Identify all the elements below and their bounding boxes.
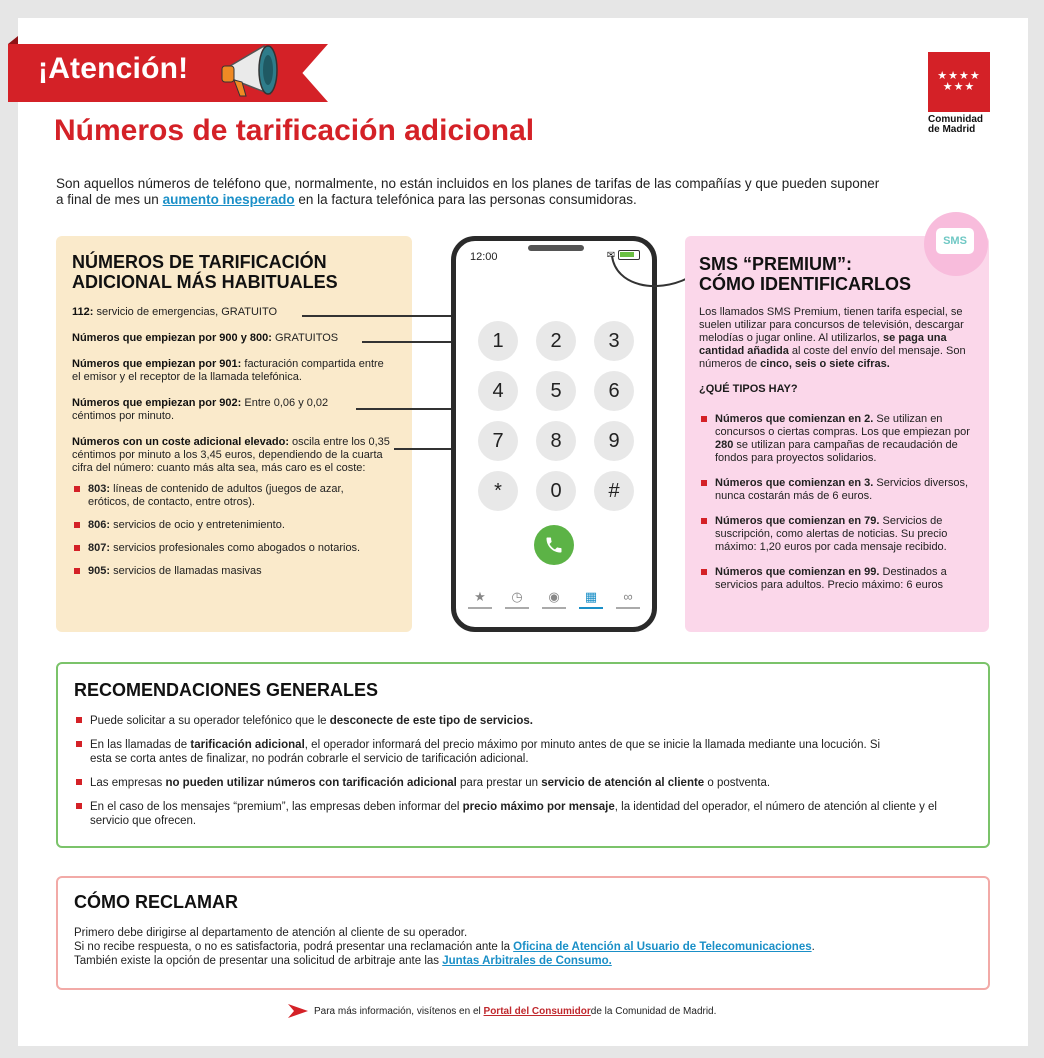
- list-item: Puede solicitar a su operador telefónico que le desconecte de este tipo de servicios.: [74, 714, 972, 728]
- sms-label: SMS: [936, 228, 974, 254]
- list-item: En el caso de los mensajes “premium”, las empresas deben informar del precio máximo por mensaje, la identidad del operador, el número de atención al cliente y el servicio que ofrecen.: [74, 800, 954, 828]
- key-5: 5: [536, 371, 576, 411]
- list-item: 807: servicios profesionales como abogados o notarios.: [72, 542, 396, 555]
- number-item: Números que empiezan por 901: facturación compartida entre el emisor y el receptor de la llamada telefónica.: [72, 358, 384, 383]
- sms-premium-panel: [685, 236, 989, 632]
- recommendations-list: [74, 714, 972, 828]
- number-item: Números que empiezan por 902: Entre 0,06 y 0,02 céntimos por minuto.: [72, 397, 329, 422]
- recommendations-box: [56, 662, 990, 848]
- list-item: Números que comienzan en 3. Servicios diversos, nunca costarán más de 6 euros.: [699, 477, 975, 503]
- contact-icon: ◉: [542, 589, 566, 609]
- key-8: 8: [536, 421, 576, 461]
- star-icon: ★: [468, 589, 492, 609]
- logo-line2: de Madrid: [928, 124, 976, 135]
- key-0: 0: [536, 471, 576, 511]
- claim-heading: CÓMO RECLAMAR: [74, 892, 238, 912]
- sms-types-list: [699, 413, 975, 592]
- phone-time: 12:00: [470, 251, 498, 263]
- key-hash: #: [594, 471, 634, 511]
- phone-nav-bar: [468, 589, 640, 609]
- arbitration-boards-link[interactable]: Juntas Arbitrales de Consumo.: [442, 955, 612, 967]
- comunidad-madrid-logo: [928, 52, 992, 135]
- megaphone-icon: [212, 32, 292, 112]
- sms-connector: [606, 246, 696, 306]
- unexpected-increase-link[interactable]: aumento inesperado: [162, 192, 295, 207]
- intro-paragraph: Son aquellos números de teléfono que, normalmente, no están incluidos en los planes de tarifas de las compañías y que pueden suponer a final de mes un aumento inesperado en la factura telefónica para las personas consumidoras.: [56, 176, 880, 207]
- logo-stars: ★★★★: [937, 70, 981, 82]
- premium-prefix-list: [72, 483, 396, 578]
- mail-icon: ✉: [606, 250, 616, 261]
- infographic-page: [18, 18, 1028, 1046]
- banner-text: ¡Atención!: [38, 52, 189, 85]
- consumer-portal-link[interactable]: Portal del Consumidor: [483, 1005, 591, 1017]
- key-star: *: [478, 471, 518, 511]
- connector-line: [362, 341, 456, 343]
- sms-premium-heading: SMS “PREMIUM”: CÓMO IDENTIFICARLOS: [699, 254, 911, 294]
- telecom-office-link[interactable]: Oficina de Atención al Usuario de Telecomunicaciones: [513, 941, 812, 953]
- page-title: Números de tarificación adicional: [54, 114, 535, 147]
- footer: Para más información, visítenos en el Portal del Consumidor de la Comunidad de Madrid.: [288, 1004, 716, 1018]
- list-item: Las empresas no pueden utilizar números con tarificación adicional para prestar un servicio de atención al cliente o postventa.: [74, 776, 972, 790]
- key-9: 9: [594, 421, 634, 461]
- keypad-icon: ▦: [579, 589, 603, 609]
- key-6: 6: [594, 371, 634, 411]
- key-3: 3: [594, 321, 634, 361]
- attention-banner: [8, 44, 328, 102]
- list-item: 806: servicios de ocio y entretenimiento.: [72, 519, 396, 532]
- list-item: 905: servicios de llamadas masivas: [72, 565, 396, 578]
- logo-stars-row2: ★★★: [942, 81, 976, 93]
- key-2: 2: [536, 321, 576, 361]
- sms-description: Los llamados SMS Premium, tienen tarifa especial, se suelen utilizar para concursos de televisión, descargar melodías o jugar online. Al utilizarlos, se paga una cantidad añadida al coste del envío del mensaje. Son números de cinco, seis o siete cifras.: [699, 306, 966, 370]
- connector-line: [394, 448, 456, 450]
- arrow-icon: [288, 1004, 308, 1018]
- key-1: 1: [478, 321, 518, 361]
- number-item: Números con un coste adicional elevado: oscila entre los 0,35 céntimos por minuto a los 3,45 euros, dependiendo de la cuarta cifra del número: cuanto más alta sea, más caro es el coste:: [72, 436, 390, 474]
- number-item: Números que empiezan por 900 y 800: GRATUITOS: [72, 332, 339, 344]
- list-item: Números que comienzan en 79. Servicios de suscripción, como alertas de noticias. Su precio máximo: 1,20 euros por cada mensaje recibido.: [699, 515, 975, 554]
- voicemail-icon: ∞: [616, 589, 640, 609]
- connector-line: [356, 408, 456, 410]
- sms-bubble-icon: [924, 212, 988, 276]
- list-item: Números que comienzan en 2. Se utilizan en concursos o ciertas compras. Los que empiezan por 280 se utilizan para campañas de recaudación de fondos para proyectos solidarios.: [699, 413, 975, 465]
- call-icon: [534, 525, 574, 565]
- claim-box: [56, 876, 990, 990]
- key-4: 4: [478, 371, 518, 411]
- common-numbers-panel: [56, 236, 412, 632]
- claim-text: Primero debe dirigirse al departamento de atención al cliente de su operador. Si no recibe respuesta, o no es satisfactoria, podrá presentar una reclamación ante la Oficina de Atención al Usuario de Telecomunicaciones. También existe la opción de presentar una solicitud de arbitraje ante las Juntas Arbitrales de Consumo.: [74, 927, 815, 967]
- list-item: En las llamadas de tarificación adicional, el operador informará del precio máximo por minuto antes de que se inicie la llamada mediante una locución. Si esta se corta antes de finalizar, no podrán cobrarle el servicio de tarificación adicional.: [74, 738, 904, 766]
- connector-line: [302, 315, 456, 317]
- key-7: 7: [478, 421, 518, 461]
- clock-icon: ◷: [505, 589, 529, 609]
- list-item: Números que comienzan en 99. Destinados a servicios para adultos. Precio máximo: 6 euros: [699, 566, 975, 592]
- number-item: 112: servicio de emergencias, GRATUITO: [72, 306, 278, 318]
- keypad: [478, 321, 634, 511]
- recommendations-heading: RECOMENDACIONES GENERALES: [74, 680, 379, 700]
- logo-line1: Comunidad: [928, 114, 983, 125]
- list-item: 803: líneas de contenido de adultos (juegos de azar, eróticos, de contacto, entre otros).: [72, 483, 362, 509]
- types-subheading: ¿QUÉ TIPOS HAY?: [699, 383, 798, 395]
- common-numbers-heading: NÚMEROS DE TARIFICACIÓN ADICIONAL MÁS HABITUALES: [72, 252, 338, 292]
